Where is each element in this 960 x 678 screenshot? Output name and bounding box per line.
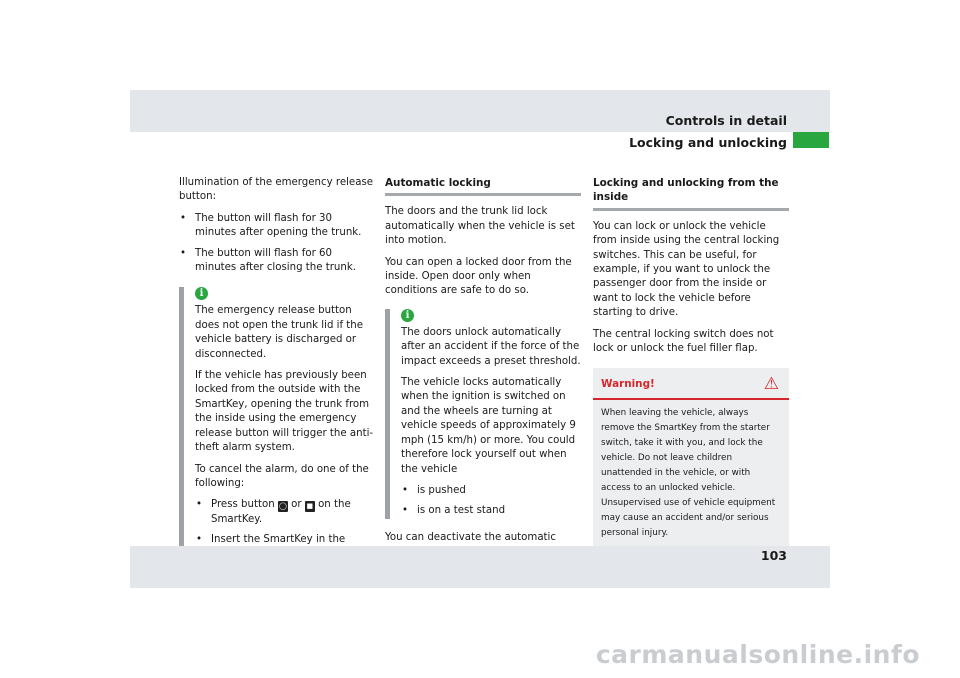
heading-inside-locking: Locking and unlocking from the inside — [593, 176, 789, 211]
lock-key-icon: ■ — [306, 502, 314, 511]
section-title: Controls in detail — [665, 113, 787, 128]
body-text: You can open a locked door from the inside. Open door only when conditions are safe to do so. — [385, 256, 572, 297]
bullet-item: • is on a test stand — [401, 504, 581, 518]
info-note-auto — [385, 309, 581, 519]
page-number: 103 — [760, 548, 787, 563]
column-1 — [179, 176, 375, 569]
warning-text: When leaving the vehicle, always remove the SmartKey from the starter switch, take it with you, and lock the vehicle. Do not leave children unattended in the vehicle, or with access to an unlocked vehicle. Unsupervised use of vehicle equipment may cause an accident and/or serious personal injury. — [601, 408, 776, 539]
footer-band — [130, 546, 830, 588]
intro-text: Illumination of the emergency release button: — [179, 177, 374, 203]
body-text: The central locking switch does not lock or unlock the fuel filler flap. — [593, 328, 774, 355]
bullet-item: • The button will flash for 30 minutes after opening the trunk. — [179, 212, 375, 241]
info-icon: i — [195, 287, 208, 300]
info-icon: i — [401, 309, 414, 322]
flash-bullets — [179, 212, 375, 276]
note-text: The emergency release button does not open the trunk lid if the vehicle battery is discharged or disconnected. — [195, 305, 364, 360]
bullet-item: • Press button ◯ or ■ on the SmartKey. — [195, 498, 375, 527]
warning-triangle-icon: ⚠ — [763, 374, 779, 395]
body-text: You can deactivate the automatic — [385, 531, 556, 543]
body-text: The doors and the trunk lid lock automatically when the vehicle is set into motion. — [385, 206, 575, 247]
heading-automatic-locking: Automatic locking — [385, 176, 581, 196]
watermark-text: carmanualsonline.info — [595, 640, 920, 669]
note-text: To cancel the alarm, do one of the following: — [195, 463, 369, 489]
warning-box — [593, 368, 789, 549]
section-tab-marker — [793, 132, 829, 148]
column-3 — [593, 176, 789, 549]
note-text: The doors unlock automatically after an accident if the force of the impact exceeds a preset threshold. — [401, 326, 581, 367]
info-note-emergency — [179, 287, 375, 562]
lockout-bullets — [401, 484, 581, 519]
bullet-item: • Insert the SmartKey in the — [195, 533, 375, 562]
bullet-item: • The button will flash for 60 minutes after closing the trunk. — [179, 247, 375, 276]
note-text: If the vehicle has previously been locked from the outside with the SmartKey, opening the trunk from the inside using the emergency release button will trigger the anti-theft alarm system. — [195, 370, 374, 454]
body-text: You can lock or unlock the vehicle from inside using the central locking switches. This can be useful, for example, if you want to unlock the passenger door from the inside or want to lock the vehicle before starting to drive. — [593, 220, 780, 319]
unlock-key-icon: ◯ — [278, 502, 287, 511]
bullet-item: • is pushed — [401, 484, 581, 498]
section-subtitle: Locking and unlocking — [629, 135, 787, 150]
warning-header — [593, 368, 789, 400]
column-2 — [385, 176, 581, 581]
warning-title: Warning! — [601, 378, 655, 391]
note-text: The vehicle locks automatically when the ignition is switched on and the wheels are turning at vehicle speeds of approximately 9 mph (15 km/h) or more. You could therefore lock yourself out when the vehicle — [401, 377, 576, 475]
